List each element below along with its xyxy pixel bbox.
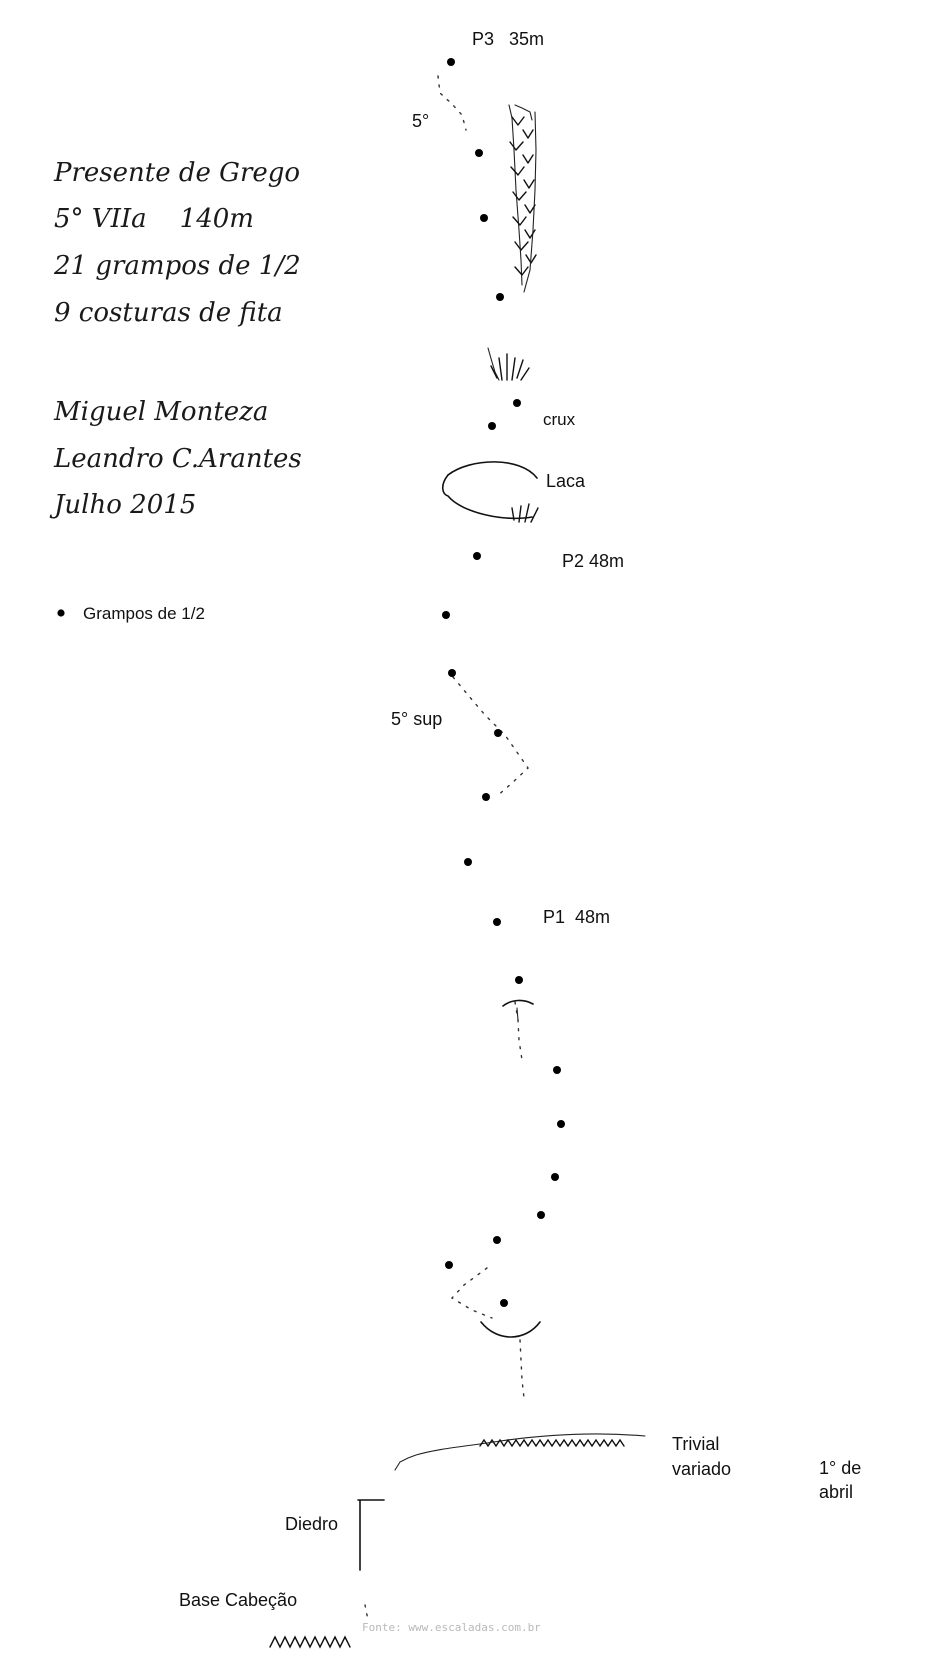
flake-bottom — [443, 475, 532, 518]
bolt — [442, 611, 450, 619]
bolt — [445, 1261, 453, 1269]
bush — [488, 348, 529, 380]
label-base: Base Cabeção — [179, 1590, 298, 1610]
bolt-count: 21 grampos de 1/2 — [54, 251, 301, 281]
vegetation-strokes-right — [523, 130, 536, 263]
bolt — [493, 1236, 501, 1244]
label-laca: Laca — [546, 471, 586, 491]
bolt-p3-anchor — [447, 58, 455, 66]
flake-top — [448, 462, 537, 478]
route-name: Presente de Grego — [54, 158, 301, 188]
label-diedro: Diedro — [285, 1514, 339, 1534]
author-first: Miguel Monteza — [54, 397, 269, 427]
vegetation-strokes-left — [510, 117, 528, 275]
label-p1: P1 48m — [543, 907, 611, 927]
vegetation-strip — [509, 105, 536, 292]
legend-bolt-dot — [57, 609, 64, 616]
bolt-p2-anchor — [473, 552, 481, 560]
bolt — [557, 1120, 565, 1128]
overlap-upper-tick — [517, 1008, 518, 1020]
overlap-lower-arc — [481, 1322, 540, 1337]
bolt — [488, 422, 496, 430]
bush-blades — [491, 354, 529, 380]
bolt — [464, 858, 472, 866]
label-abril-2: abril — [819, 1482, 854, 1502]
bolt — [480, 214, 488, 222]
label-grade-mid: 5° sup — [391, 709, 443, 729]
dihedral — [358, 1500, 384, 1570]
label-trivial: Trivial — [672, 1434, 720, 1454]
ledge-line — [395, 1434, 645, 1470]
bolt — [494, 729, 502, 737]
label-p2: P2 48m — [562, 551, 625, 571]
author-second: Leandro C.Arantes — [54, 444, 302, 474]
bolts — [442, 58, 565, 1307]
bolt — [537, 1211, 545, 1219]
route-line-approach — [520, 1340, 524, 1398]
grade-and-length: 5° VIIa 140m — [54, 204, 254, 234]
route-line-top — [438, 76, 466, 130]
route-line-lower — [452, 1268, 492, 1318]
bolt — [496, 293, 504, 301]
bush-stem — [488, 348, 499, 380]
route-line-p1 — [515, 1002, 522, 1060]
bolt-p1-anchor — [493, 918, 501, 926]
bolt-crux — [513, 399, 521, 407]
vegetation-edge-right — [524, 112, 536, 292]
sling-count: 9 costuras de fita — [54, 298, 283, 328]
route-line-base — [365, 1605, 368, 1620]
bolt — [482, 793, 490, 801]
label-crux: crux — [543, 410, 576, 429]
bolt — [475, 149, 483, 157]
label-abril-1: 1° de — [819, 1458, 862, 1478]
route-line-mid — [453, 677, 528, 797]
bolt — [553, 1066, 561, 1074]
flake-laca — [443, 462, 538, 522]
legend-bolt-label: Grampos de 1/2 — [83, 604, 205, 623]
bolt — [448, 669, 456, 677]
label-p3: P3 35m — [472, 29, 545, 49]
ascent-date: Julho 2015 — [54, 490, 197, 520]
overlap-upper — [503, 1000, 533, 1020]
flake-grass — [512, 504, 538, 522]
bolt — [515, 976, 523, 984]
label-grade-top: 5° — [412, 111, 430, 131]
overlap-upper-arc — [503, 1000, 533, 1006]
source-credit: Fonte: www.escaladas.com.br — [362, 1621, 541, 1634]
label-variado: variado — [672, 1459, 732, 1479]
base-vegetation — [270, 1637, 350, 1647]
bolt — [500, 1299, 508, 1307]
bolt — [551, 1173, 559, 1181]
